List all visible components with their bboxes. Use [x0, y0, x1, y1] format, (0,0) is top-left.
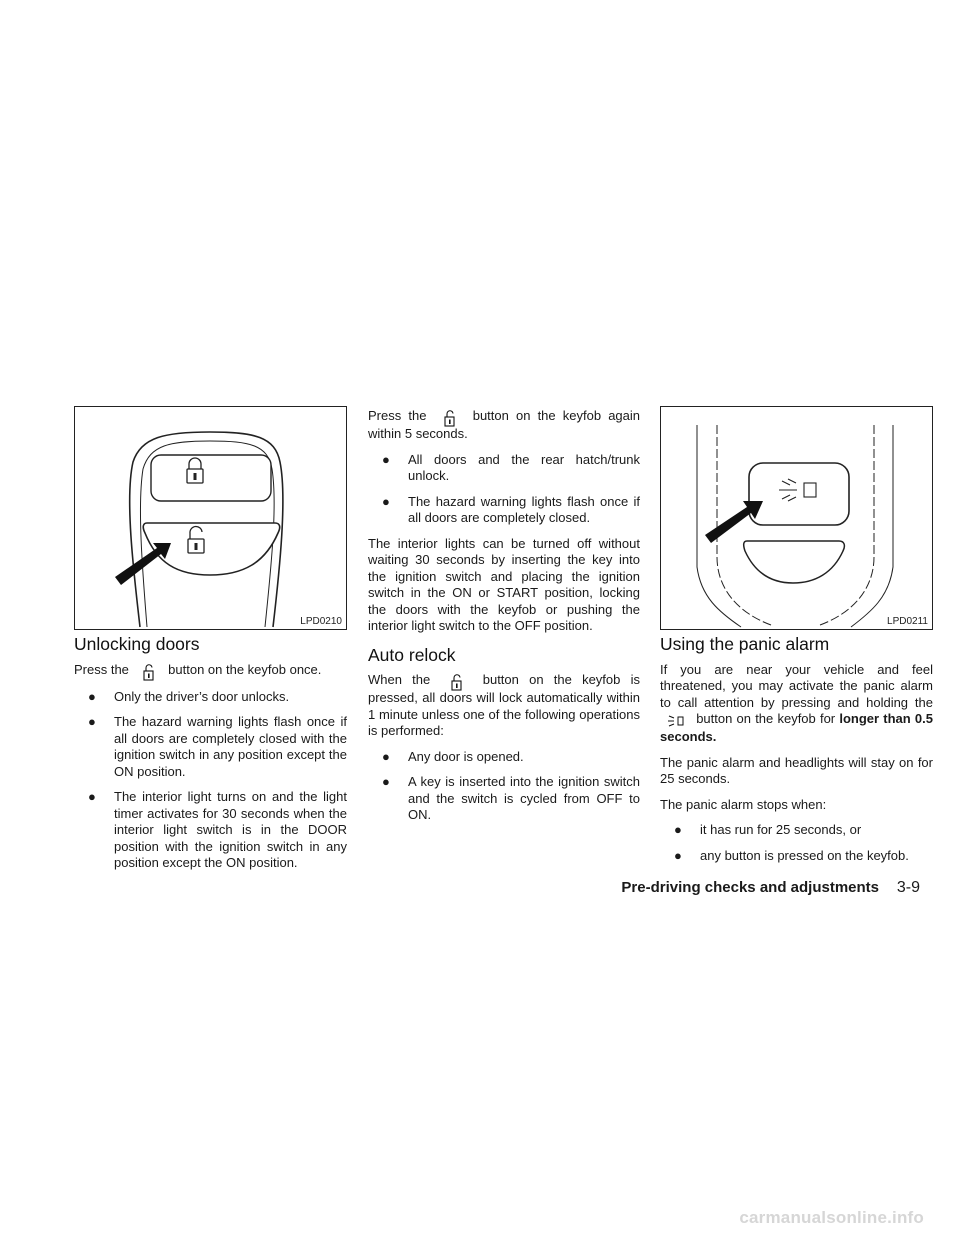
- unlock-icon: [441, 674, 473, 690]
- panic-para-mid: button on the keyfob for: [696, 711, 836, 726]
- auto-relock-bullet-list: [368, 749, 640, 824]
- press-again-paragraph: [368, 408, 640, 443]
- heading-auto-relock: Auto relock: [368, 644, 456, 665]
- column-unlocking-doors: [74, 636, 347, 881]
- list-item: ● any button is pressed on the keyfob.: [674, 847, 909, 863]
- list-item: ● Only the driver’s door unlocks.: [88, 688, 290, 704]
- press-again-pre: Press the: [368, 408, 427, 423]
- press-again-post: button on the keyfob again within 5 seconds.: [368, 408, 641, 441]
- figure-keyfob-panic: [660, 406, 933, 630]
- panic-para-pre: If you are near your vehicle and feel threatened, you may activate the panic alarm to call attention by pressing and holding the: [660, 661, 933, 710]
- keyfob-panic-illustration: [661, 407, 931, 628]
- unlock-intro-pre: Press the: [74, 661, 129, 677]
- figure-label-lpd0211: LPD0211: [887, 616, 928, 627]
- unlock-icon: [434, 410, 466, 426]
- panic-duration-paragraph: The panic alarm and headlights will stay on for 25 seconds.: [660, 754, 933, 786]
- panic-para-bold: longer than 0.5 seconds.: [660, 711, 933, 744]
- unlock-intro-paragraph: [74, 662, 347, 680]
- panic-stops-paragraph: The panic alarm stops when:: [660, 796, 827, 812]
- footer-section-title: Pre-driving checks and adjustments: [621, 879, 879, 896]
- column-panic-alarm: [660, 636, 933, 873]
- footer-page-number: 3-9: [896, 879, 920, 896]
- list-item: ● The interior light turns on and the light timer activates for 30 seconds when the interior light switch is in the DOOR position with the ignition switch in any position except the ON position.: [88, 789, 347, 870]
- panic-stops-bullet-list: [660, 822, 933, 864]
- heading-unlocking-doors: Unlocking doors: [74, 634, 200, 654]
- list-item: ● A key is inserted into the ignition switch and the switch is cycled from OFF to ON.: [382, 774, 640, 822]
- list-item: ● The hazard warning lights flash once if all doors are completely closed.: [382, 493, 640, 525]
- list-item: ● it has run for 25 seconds, or: [674, 822, 862, 837]
- press-again-bullet-list: [368, 452, 640, 527]
- auto-relock-paragraph: [368, 672, 640, 740]
- unlock-intro-post: button on the keyfob once.: [168, 661, 322, 677]
- panic-icon: [660, 713, 692, 729]
- keyfob-unlock-illustration: [75, 407, 345, 628]
- interior-lights-paragraph: The interior lights can be turned off without waiting 30 seconds by inserting the key into the ignition switch and placing the ignition switch in the ON or START position, locking the doors with the keyfob or pushing the interior light switch to the OFF position.: [368, 535, 640, 633]
- list-item: ● Any door is opened.: [382, 748, 524, 764]
- unlock-bullet-list: [74, 689, 347, 872]
- figure-keyfob-unlock: [74, 406, 347, 630]
- list-item: ● All doors and the rear hatch/trunk unlock.: [382, 451, 640, 483]
- auto-relock-pre: When the: [368, 672, 431, 687]
- list-item: ● The hazard warning lights flash once if all doors are completely closed with the ignition switch in any position except the ON position.: [88, 714, 347, 779]
- unlock-icon: [133, 664, 165, 680]
- panic-alarm-paragraph: [660, 662, 933, 746]
- column-press-again: [368, 408, 640, 833]
- auto-relock-post: button on the keyfob is pressed, all doors will lock automatically within 1 minute unless one of the following operations is performed:: [368, 672, 640, 738]
- watermark: carmanualsonline.info: [739, 1208, 924, 1227]
- figure-label-lpd0210: LPD0210: [300, 616, 342, 627]
- heading-panic-alarm: Using the panic alarm: [660, 634, 830, 654]
